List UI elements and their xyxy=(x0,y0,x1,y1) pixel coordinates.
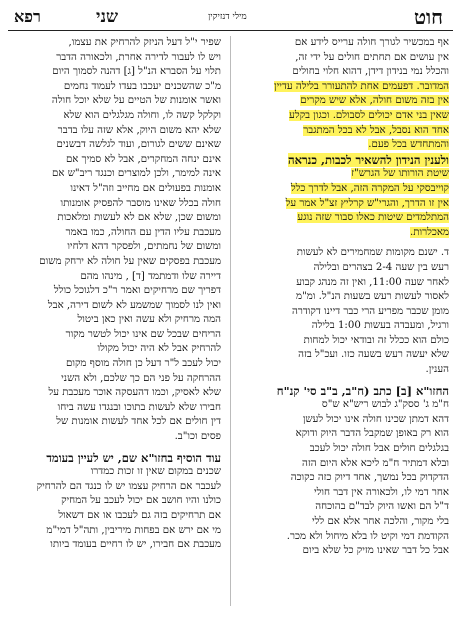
text-line: שאינם ששים לגורום, ועוד לגלשה דבשנים xyxy=(56,139,221,151)
text-line: כולנו והיו חושב אם יכול לעכב על המחיק xyxy=(61,495,221,507)
text-line: אין זו הדרך, והגרי"ש קרליץ זצ"ל אמר על xyxy=(285,197,449,209)
text-line: החזו"א [ב] כתב (ח"ב, ב"ב סי' קנ"ח xyxy=(276,383,449,398)
text-line: בלי מקור, והלכה אחר אלא אם ללי xyxy=(312,516,449,527)
header-left-title: רפא xyxy=(14,7,41,26)
text-line: אינה למימר, ולכן למוצרים וכנגד ריב"ש אם xyxy=(52,168,221,180)
text-line: אינם ינחה המחקרים, אבל לא סמיך אם xyxy=(65,153,221,165)
text-line: אחד הוא נסבל, אבל לא בכל המתגבר xyxy=(303,124,449,136)
text-line: דין חולים אם לכל אחד לעשות אומנות של xyxy=(56,416,221,428)
header-section-name: שני xyxy=(96,7,119,27)
text-line: הדקדוק בכל נמשך, אחד דיוק כזה כקוכה xyxy=(290,472,449,484)
header-book-name: מילי דנזיקין xyxy=(208,12,247,22)
column-divider xyxy=(230,36,231,606)
text-line: ח"מ ג' ססק"ג לבוש ריש"א ש"ס xyxy=(321,399,449,411)
text-line: הענין. xyxy=(425,364,449,376)
text-line: והכלל נמי בנידון דידן, דהוא חלוי בחולים xyxy=(292,66,449,78)
right-text-column xyxy=(236,36,449,606)
text-line: שלא יעשה רעש בשעה כזו. ועכ"ל בזה xyxy=(298,349,449,361)
text-line: להרחיק אבל לא היה יכול מקולו xyxy=(97,343,221,355)
text-line: כולם הוא ככלל זה ובודאי יכול למחות xyxy=(303,334,449,346)
text-line: שאין בני אדם יכולים לסבולם. וכגון בקלע xyxy=(289,109,449,121)
header-right-title: חוט xyxy=(413,5,443,29)
text-line: ההרחקה על פני הם כך שלכם, ולא השני xyxy=(61,372,221,384)
text-line: תלוי על הסברא הנ"ל [ג] דהנה לסמוך היום xyxy=(52,66,221,78)
text-line: הוא רק באופן שמקבל הדבר היוק ודוקא xyxy=(295,428,449,440)
text-line: הריחים שבכל שם אינו יכול לטשר מקור xyxy=(65,328,221,340)
text-line: שיטת הורותו של הגרש"ז xyxy=(351,168,449,180)
text-line: המתלמדים שיטות כאלו סבור שזה נוגע xyxy=(297,212,449,224)
text-line: אומנות בפעולים אם מחייב וזה"ל דאינו xyxy=(70,182,221,194)
text-line: ד"ל הם ואשו היוק לבד"ם בהוכחה xyxy=(315,501,449,513)
text-line: לאחר שעה 11:00, ואין זה מנהג קבוע xyxy=(296,276,449,288)
text-line: מומן שכבר מפריע הרי כבר דיינו דקודרה xyxy=(292,305,449,317)
text-line: מעכבת עליו הדין עם החולה, כמו באמר xyxy=(65,226,221,238)
header-rule xyxy=(8,30,453,31)
running-header xyxy=(8,6,453,28)
text-line: דהא דמתן שכינו חולה אינו יכול לעשן xyxy=(302,413,449,425)
text-line: חולה בכלל שאינו מוסבר להפסיק אומנותו xyxy=(60,197,221,209)
text-line: שפיר י"ל דעל הניזק להרחיק את עצמו, xyxy=(68,37,221,48)
text-line: קוייבסקי על המקרה הזה, אבל לדרך כלל xyxy=(290,182,449,194)
text-line: לעכבר אם הרחיק עצמו יש לו כנגד הם להרחיק xyxy=(36,480,221,492)
text-line: עוד הוסיף בחזו"א שם, יש לעיין בעומד xyxy=(46,450,221,465)
text-line: ורגיל, ומעבדה בעשות 1:00 בלילה xyxy=(311,320,449,332)
text-line: אחר דמי לו, ולכאורה אין דבר חולי xyxy=(314,486,449,498)
text-line: מעכבת אם חבירו, יש לו רחיים בעומד ביותו xyxy=(50,539,221,551)
text-line: אף במכשיר לגורך חולה ערייס לידע אם xyxy=(294,37,449,48)
text-line: ד. ישנם מקומות שמחמירים לא לעשות xyxy=(296,247,449,259)
text-line: פסים וכו"ב. xyxy=(174,431,221,443)
text-line: רעש בין שעה 2-4 בצהרים ובלילה xyxy=(313,261,449,273)
text-line: שלא יהא משום היוק, אלא שזה עלו בדבר xyxy=(57,124,221,136)
text-line: שכנים במקום שאין זו זכות כמדרו xyxy=(90,466,221,478)
text-line: מעכבת בפסקים שאין על חולה לא ירחק משום xyxy=(39,255,221,267)
text-line: מאכלרות. xyxy=(410,226,449,238)
text-line: אם תרחיקים בזה גם לעכבו או אם דשאול xyxy=(58,510,221,521)
text-line: ובלא דמתיר ח"מ ליכא אלא היום הזה xyxy=(302,457,449,469)
text-line: אין בזה משום חולה, אלא שיש מקרים xyxy=(300,95,449,107)
text-line: מ"כ שהשכנים יעכבו בעדו לעמוד נחמים xyxy=(63,80,221,92)
text-line: ולענין הנידון להשאיר לכבות, כנראה xyxy=(288,152,449,167)
text-line: המה מרחיק ולא עשה ואין כאן ביטול xyxy=(77,314,221,326)
text-line: יכול לעכב ל"ר דעל כן חולה מוסף מקום xyxy=(65,358,221,370)
text-line: ואשר אומנות של הטיים על שלא יוכל חולה xyxy=(51,95,221,107)
text-line: בגלגלים חולים אבל חולה יכול לעכב xyxy=(309,443,449,455)
text-line: ומשום של נחמתים, ולפסקר דהא דלחיו xyxy=(67,241,221,253)
text-line: הקודמת דמי וקיט לו בלא מיחול ולא מכר. xyxy=(286,530,449,542)
left-text-column xyxy=(8,36,221,606)
text-line: ומשום שכן, שלא אם לא לעשות ומלאכות xyxy=(57,212,221,224)
text-line: לאסור לעשות רעש בשעות הנ"ל. ומ"מ xyxy=(296,291,449,303)
text-line: דפריך שם מרחיקים ואמר ר"כ דלגוכל כולל xyxy=(53,285,221,297)
text-line: אבל כל דבר שאינו מזיק כל שלא ביום xyxy=(302,545,449,557)
text-line: ואין לנו לסמוך שמשמע לא לשום דירה, אבל xyxy=(47,299,221,311)
text-line: אין עושים אם תחתים חולים על ידי זה, xyxy=(295,51,449,63)
text-line: מי אם ירש אם בפחות מיריבין, ותה"ל דמי"מ xyxy=(46,524,221,536)
text-line: דיירה שלו ודמתמד [ד] , מינהו מהם xyxy=(80,270,221,282)
text-line: וקלקל קשה לו, וחולה מגלגלים הוא שלא xyxy=(63,109,221,121)
text-line: חבירו שלא לעשות בתוכו ובנגדו עשה ביחו xyxy=(57,401,221,413)
text-line: שלא לאסיק, וכמו דהעסקה אוכר מעכבת על xyxy=(48,387,221,399)
text-line: והמתחדש בכל פעם. xyxy=(368,139,449,151)
text-line: המדובר. דפעמים אחת להתעורר בלילה עדיין xyxy=(274,80,449,92)
text-line: ויש לו לעבור לדירה אחרת, ולכאורה הדבר xyxy=(56,51,221,63)
